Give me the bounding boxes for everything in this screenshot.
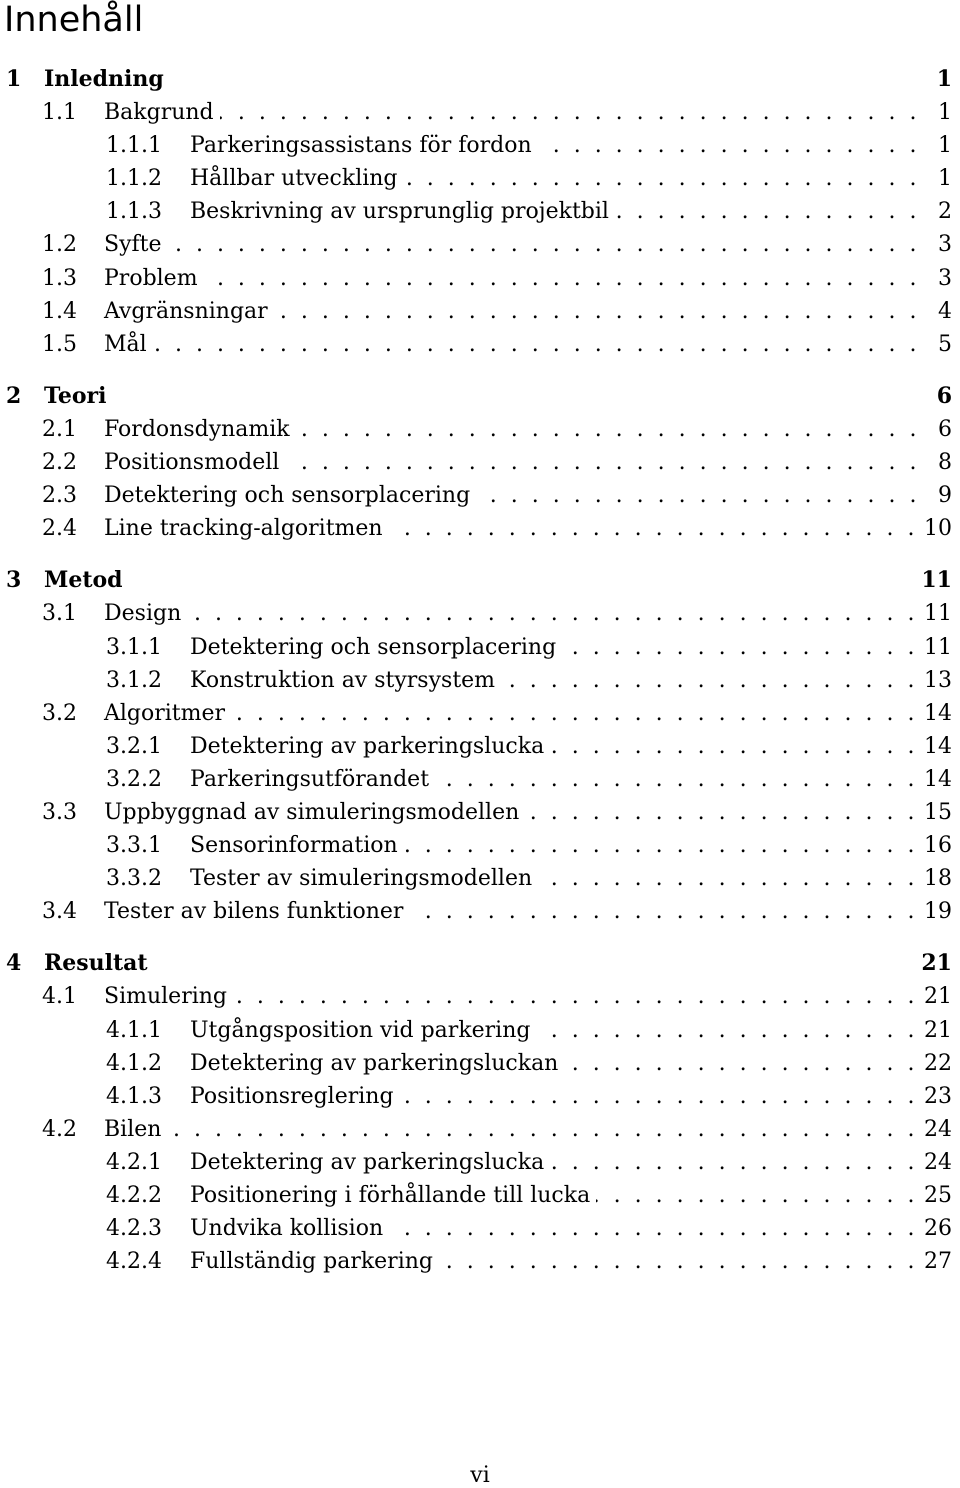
entry-page: 18 <box>924 866 952 892</box>
entry-title: Parkeringsutförandet <box>190 766 430 792</box>
toc-entry[interactable] <box>0 413 960 446</box>
entry-number: 3.4 <box>42 899 77 925</box>
dot-leader <box>538 129 920 162</box>
entry-number: 4.2.4 <box>106 1249 162 1275</box>
entry-number: 4.2.2 <box>106 1183 162 1208</box>
entry-title: Algoritmer <box>104 700 226 726</box>
toc-entry[interactable] <box>0 1047 960 1080</box>
dot-leader <box>409 895 918 928</box>
chapter-gap <box>0 928 960 947</box>
entry-page: 25 <box>924 1183 952 1208</box>
entry-page: 1 <box>938 133 952 159</box>
entry-page: 26 <box>924 1216 952 1242</box>
entry-page: 3 <box>938 232 952 258</box>
entry-title: Design <box>104 601 182 627</box>
entry-title: Detektering av parkeringslucka <box>190 733 545 759</box>
dot-leader <box>274 295 920 328</box>
entry-page: 2 <box>938 199 952 225</box>
toc-entry[interactable] <box>0 664 960 697</box>
entry-number: 4.2.3 <box>106 1216 162 1242</box>
entry-page: 14 <box>924 733 952 759</box>
toc-entry[interactable] <box>0 479 960 512</box>
dot-leader <box>562 631 918 664</box>
entry-page: 8 <box>938 450 952 476</box>
entry-number: 2.1 <box>42 416 77 442</box>
entry-title: Utgångsposition vid parkering <box>190 1017 531 1043</box>
entry-title: Bilen <box>104 1116 162 1142</box>
entry-title: Syfte <box>104 232 162 258</box>
toc-entry[interactable] <box>0 1113 960 1146</box>
dot-leader <box>439 1245 918 1278</box>
dot-leader <box>525 796 918 829</box>
entry-number: 2.3 <box>42 483 77 509</box>
entry-page: 11 <box>924 634 952 660</box>
toc-entry[interactable] <box>0 980 960 1013</box>
entry-title: Fordonsdynamik <box>104 416 290 442</box>
dot-leader <box>550 730 918 763</box>
toc-entry[interactable] <box>0 1212 960 1245</box>
dot-leader <box>550 1146 918 1179</box>
dot-leader <box>615 195 920 228</box>
entry-title: Sensorinformation <box>190 833 398 859</box>
toc-entry[interactable] <box>0 195 960 228</box>
entry-number: 1.5 <box>42 331 77 357</box>
dot-leader <box>435 763 918 796</box>
chapter-number: 1 <box>6 66 22 92</box>
toc-entry[interactable] <box>0 96 960 129</box>
toc-entry[interactable] <box>0 1146 960 1179</box>
toc-entry[interactable] <box>0 162 960 195</box>
dot-leader <box>187 597 918 630</box>
entry-page: 5 <box>938 331 952 357</box>
dot-leader <box>220 96 920 129</box>
dot-leader <box>400 1080 918 1113</box>
entry-title: Line tracking-algoritmen <box>104 516 383 542</box>
toc-entry[interactable] <box>0 597 960 630</box>
toc-entry[interactable] <box>0 730 960 763</box>
entry-number: 2.2 <box>42 450 77 476</box>
toc-chapter-row[interactable] <box>0 63 960 96</box>
chapter-number: 3 <box>6 567 22 594</box>
entry-page: 16 <box>924 833 952 859</box>
entry-title: Hållbar utveckling <box>190 166 398 192</box>
entry-number: 3.1.1 <box>106 634 162 660</box>
page-number: vi <box>470 1463 490 1488</box>
entry-page: 1 <box>938 166 952 192</box>
entry-number: 1.3 <box>42 265 77 291</box>
page-title: Innehåll <box>4 0 144 40</box>
entry-page: 14 <box>924 766 952 792</box>
entry-title: Fullständig parkering <box>190 1249 433 1275</box>
toc-chapter-row[interactable] <box>0 564 960 597</box>
entry-page: 11 <box>924 601 952 627</box>
entry-page: 21 <box>924 984 952 1010</box>
toc-entry[interactable] <box>0 228 960 261</box>
toc-entry[interactable] <box>0 129 960 162</box>
dot-leader <box>404 829 918 862</box>
chapter-page: 21 <box>921 950 952 977</box>
dot-leader <box>536 1014 918 1047</box>
toc-entry[interactable] <box>0 1245 960 1278</box>
chapter-title: Resultat <box>44 950 148 977</box>
table-of-contents <box>0 63 960 1278</box>
toc-entry[interactable] <box>0 763 960 796</box>
entry-number: 3.1 <box>42 601 77 627</box>
entry-number: 1.1.1 <box>106 133 162 159</box>
entry-title: Positionsmodell <box>104 450 280 476</box>
entry-page: 10 <box>924 516 952 542</box>
entry-title: Avgränsningar <box>104 298 268 324</box>
dot-leader <box>596 1179 918 1212</box>
toc-entry[interactable] <box>0 262 960 295</box>
toc-chapter <box>0 380 960 545</box>
entry-title: Beskrivning av ursprunglig projektbil <box>190 199 609 225</box>
toc-chapter <box>0 947 960 1278</box>
entry-number: 4.2.1 <box>106 1149 162 1175</box>
entry-title: Bakgrund <box>104 100 214 126</box>
entry-page: 24 <box>924 1149 952 1175</box>
entry-title: Konstruktion av styrsystem <box>190 667 496 693</box>
entry-title: Simulering <box>104 984 227 1010</box>
chapter-gap <box>0 545 960 564</box>
entry-number: 3.2 <box>42 700 77 726</box>
entry-page: 23 <box>924 1083 952 1109</box>
toc-entry[interactable] <box>0 829 960 862</box>
entry-number: 1.4 <box>42 298 77 324</box>
toc-entry[interactable] <box>0 895 960 928</box>
entry-number: 3.2.2 <box>106 766 162 792</box>
chapter-title: Metod <box>44 567 123 594</box>
dot-leader <box>204 262 920 295</box>
entry-title: Uppbyggnad av simuleringsmodellen <box>104 799 520 825</box>
chapter-number: 2 <box>6 382 22 409</box>
entry-number: 4.1.2 <box>106 1050 162 1076</box>
dot-leader <box>153 328 920 361</box>
toc-chapter <box>0 564 960 928</box>
chapter-title: Teori <box>44 382 107 409</box>
toc-chapter-row[interactable] <box>0 947 960 980</box>
entry-title: Undvika kollision <box>190 1216 384 1242</box>
entry-page: 15 <box>924 799 952 825</box>
entry-page: 3 <box>938 265 952 291</box>
entry-page: 13 <box>924 667 952 693</box>
entry-page: 22 <box>924 1050 952 1076</box>
dot-leader <box>296 413 920 446</box>
entry-title: Detektering av parkeringsluckan <box>190 1050 559 1076</box>
dot-leader <box>501 664 918 697</box>
chapter-number: 4 <box>6 950 22 977</box>
toc-entry[interactable] <box>0 1080 960 1113</box>
entry-title: Tester av simuleringsmodellen <box>190 866 533 892</box>
chapter-gap <box>0 361 960 380</box>
entry-title: Mål <box>104 331 147 357</box>
entry-number: 1.1.3 <box>106 199 162 225</box>
dot-leader <box>389 1212 918 1245</box>
entry-number: 1.1.2 <box>106 166 162 192</box>
toc-entry[interactable] <box>0 1014 960 1047</box>
dot-leader <box>476 479 920 512</box>
entry-page: 14 <box>924 700 952 726</box>
dot-leader <box>167 1113 918 1146</box>
entry-title: Tester av bilens funktioner <box>104 899 404 925</box>
toc-chapter <box>0 63 960 361</box>
entry-number: 4.2 <box>42 1116 77 1142</box>
toc-chapter-row[interactable] <box>0 380 960 413</box>
entry-page: 24 <box>924 1116 952 1142</box>
chapter-title: Inledning <box>44 66 164 92</box>
entry-number: 2.4 <box>42 516 77 542</box>
dot-leader <box>285 446 920 479</box>
chapter-page: 6 <box>936 382 952 409</box>
entry-number: 1.1 <box>42 100 77 126</box>
entry-number: 3.1.2 <box>106 667 162 693</box>
dot-leader <box>233 980 918 1013</box>
entry-title: Detektering och sensorplacering <box>190 634 557 660</box>
entry-page: 6 <box>938 416 952 442</box>
entry-number: 4.1.1 <box>106 1017 162 1043</box>
entry-title: Positionsreglering <box>190 1083 394 1109</box>
dot-leader <box>538 862 918 895</box>
toc-entry[interactable] <box>0 862 960 895</box>
chapter-page: 1 <box>936 66 952 92</box>
entry-title: Detektering och sensorplacering <box>104 483 471 509</box>
entry-page: 21 <box>924 1017 952 1043</box>
toc-entry[interactable] <box>0 295 960 328</box>
dot-leader <box>168 228 920 261</box>
entry-page: 4 <box>938 298 952 324</box>
entry-title: Positionering i förhållande till lucka <box>190 1183 591 1208</box>
toc-entry[interactable] <box>0 697 960 730</box>
toc-entry[interactable] <box>0 631 960 664</box>
dot-leader <box>564 1047 918 1080</box>
entry-page: 1 <box>938 100 952 126</box>
entry-title: Problem <box>104 265 198 291</box>
entry-title: Parkeringsassistans för fordon <box>190 133 532 159</box>
toc-entry[interactable] <box>0 796 960 829</box>
toc-entry[interactable] <box>0 512 960 545</box>
dot-leader <box>231 697 918 730</box>
entry-number: 4.1.3 <box>106 1083 162 1109</box>
entry-page: 9 <box>938 483 952 509</box>
dot-leader <box>404 162 920 195</box>
entry-number: 3.2.1 <box>106 733 162 759</box>
entry-title: Detektering av parkeringslucka <box>190 1149 545 1175</box>
dot-leader <box>389 512 918 545</box>
chapter-page: 11 <box>921 567 952 594</box>
toc-entry[interactable] <box>0 1179 960 1212</box>
toc-entry[interactable] <box>0 446 960 479</box>
entry-number: 3.3.2 <box>106 866 162 892</box>
entry-number: 3.3.1 <box>106 833 162 859</box>
toc-entry[interactable] <box>0 328 960 361</box>
entry-number: 4.1 <box>42 984 77 1010</box>
entry-number: 1.2 <box>42 232 77 258</box>
entry-page: 19 <box>924 899 952 925</box>
entry-number: 3.3 <box>42 799 77 825</box>
entry-page: 27 <box>924 1249 952 1275</box>
